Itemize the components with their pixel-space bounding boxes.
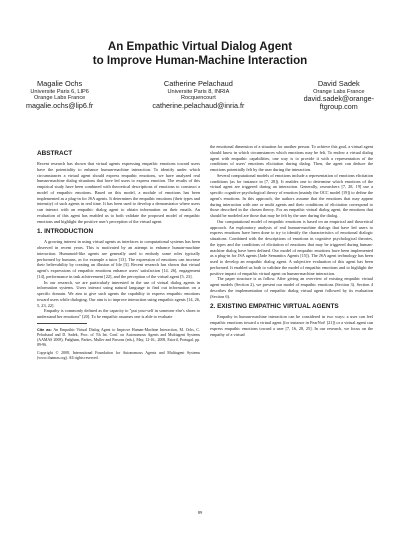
- abstract-text: Recent research has shown that virtual agents expressing empathic emotions toward users have the potentiality to enhance human-machine interaction. To identify under which circumstances a virtual agent should express empathic emotions, we have analyzed real human-machine dialog situations that have led users to express emotion. The results of this empirical study have been combined with theoretical descriptions of emotions to construct a model of empathic emotions. Based on this model, a module of emotions has been implemented as a plug-in for JSA agents. It determines the empathic emotions (their types and intensity) of such agents in real time. It has been used to develop a demonstrator where users can interact with an empathic dialog agent to obtain information on their emails. An evaluation of this agent has enabled us to both validate the proposed model of empathic emotions and highlight the positive user's perception of the virtual agent.: [37, 161, 200, 224]
- paper-title: [0, 40, 400, 68]
- title-line-2: to Improve Human-Machine Interaction: [92, 54, 308, 67]
- author-affiliation: Universite Paris 6, LIP6: [30, 88, 89, 95]
- author-2: [152, 80, 244, 111]
- paragraph: Empathy in human-machine interaction can be considered in two ways: a user can feel empathic emotions toward a virtual agent (for instance in FearNot! [21]) or a virtual agent can express empathic emotions toward a user [7, 16, 28, 25]. In our research, we focus on the empathy of a virtual: [210, 314, 373, 337]
- author-affiliation: Orange Labs France: [33, 95, 86, 102]
- author-email-cont: ftgroup.com: [319, 102, 358, 112]
- author-affiliation: Universite Paris 8, INRIA: [167, 88, 230, 95]
- paragraph: The paper structure is as follow. After giving an overview of existing empathic virtual agent models (Section 2), we present our model of empathic emotions (Section 3). Section 4 describes the implementation of empathic dialog virtual agent followed by its evaluation (Section 6).: [210, 276, 373, 299]
- author-affiliation: Rocquencourt: [180, 95, 216, 102]
- introduction-heading: 1. INTRODUCTION: [37, 228, 94, 236]
- author-block: [26, 80, 374, 111]
- citation-text: An Empathic Virtual Dialog Agent to Improve Human-Machine Interaction, M. Ochs, C. Pelachaud and D. Sadek, Proc. of 7th Int. Conf. on Autonomous Agents and Multiagent Systems (AAMAS 2008), Padgham, Parkes, Muller and Parsons (eds.), May, 12-16., 2008, Estoril, Portugal, pp. 89-96.: [37, 327, 200, 347]
- paragraph: Empathy is commonly defined as the capacity to "put your-self in someone else's shoes to understand her emotions" [20]. To be empathic assumes one is able to evaluate: [37, 308, 200, 319]
- author-email: magalie.ochs@lip6.fr: [26, 100, 94, 110]
- paragraph: Our computational model of empathic emotions is based on an empirical and theoretical approach. An exploratory analysis of real human-machine dialogs that have led users to express emotions have been done to try to identify the characteristics of emotional dialogic situations. Combined with the descriptions of emotions in cognitive psychological theories, the types and the conditions of elicitation of emotions that may be triggered during human-machine dialog have been defined. Our model of empathic emotions have been implemented as a plug-in for JSA agents [Jade Semantics Agents [15]). The JSA agent technology has been used to develop an empathic dialog agent. A subjective evaluation of this agent has been performed. It enabled us both to validate the model of empathic emotions and to highlight the positive impact of empathic virtual agent on human-machine interaction.: [210, 218, 373, 276]
- citation-note: [37, 327, 200, 348]
- paragraph: the emotional dimension of a situation for another person. To achieve this goal, a virtual agent should know in which circumstances which emotions may be felt. To endow a virtual dialog agent with empathic capabilities, one way is to provide it with a representation of the conditions of users' emotions elicitation during dialog. Then, the agent can deduce the emotions potentially felt by the user during the interaction.: [210, 144, 373, 172]
- citation-label: Cite as:: [37, 326, 52, 332]
- right-column: [210, 144, 373, 337]
- left-column: [37, 150, 200, 361]
- page-number: 89: [197, 510, 203, 515]
- author-affiliation: Orange Labs France: [313, 88, 365, 95]
- author-name: Catherine Pelachaud: [163, 79, 233, 88]
- author-email: david.sadek@orange-: [303, 94, 374, 104]
- footnote-rule: [37, 323, 87, 324]
- paragraph: Several computational models of emotions include a representation of emotions elicitation conditions (as for instance in [7, 28]). It enables one to determine which emotions of the virtual agent are triggered during an interaction. Generally, researchers [7, 28, 19] use a specific cognitive psychological theory of emotion (mainly the OCC model [19]) to define the agent's emotions. In this approach, the authors assume that the emotions that may appear during interaction with one or multi agents and their conditions of elicitation correspond to those described in the chosen theory. For an empathic virtual dialog agent, the emotions that should be modeled are those that may be felt by the user during the dialog.: [210, 172, 373, 218]
- copyright-note: Copyright © 2008, International Foundation for Autonomous Agents and Multiagent Systems (www.ifaamas.org). All rights reserved.: [37, 350, 200, 360]
- author-name: David Sadek: [317, 79, 360, 88]
- section-2-heading: 2. EXISTING EMPATHIC VIRTUAL AGENTS: [210, 303, 339, 311]
- title-line-1: An Empathic Virtual Dialog Agent: [107, 40, 293, 53]
- author-1: [26, 80, 93, 111]
- author-name: Magalie Ochs: [37, 79, 83, 88]
- author-3: [304, 80, 374, 111]
- abstract-heading: ABSTRACT: [37, 150, 73, 157]
- paragraph: A growing interest in using virtual agents as interfaces to computational systems has been observed in recent years. This is motivated by an attempt to enhance human-machine interaction. Humanoid-like agents are generally used to embody some roles typically performed by humans, as for example a tutor [13]. The expression of emotions can increase their believability by creating an illusion of life [3]. Recent research has shown that virtual agent's expressions of empathic emotions enhance users' satisfaction [14, 26], engagement [14], performance in task achievement [22], and the perception of the virtual agent [5, 23].: [37, 239, 200, 279]
- author-email: catherine.pelachaud@inria.fr: [152, 100, 245, 110]
- paragraph: In our research, we are particularly interested in the use of virtual dialog agents in information systems. Users interact using natural language to find out information on a specific domain. We aim to give such agents the capability to express empathic emotions toward users while dialoging. Our aim is to improve interaction using empathic agents [14, 26, 5, 23, 22].: [37, 279, 200, 308]
